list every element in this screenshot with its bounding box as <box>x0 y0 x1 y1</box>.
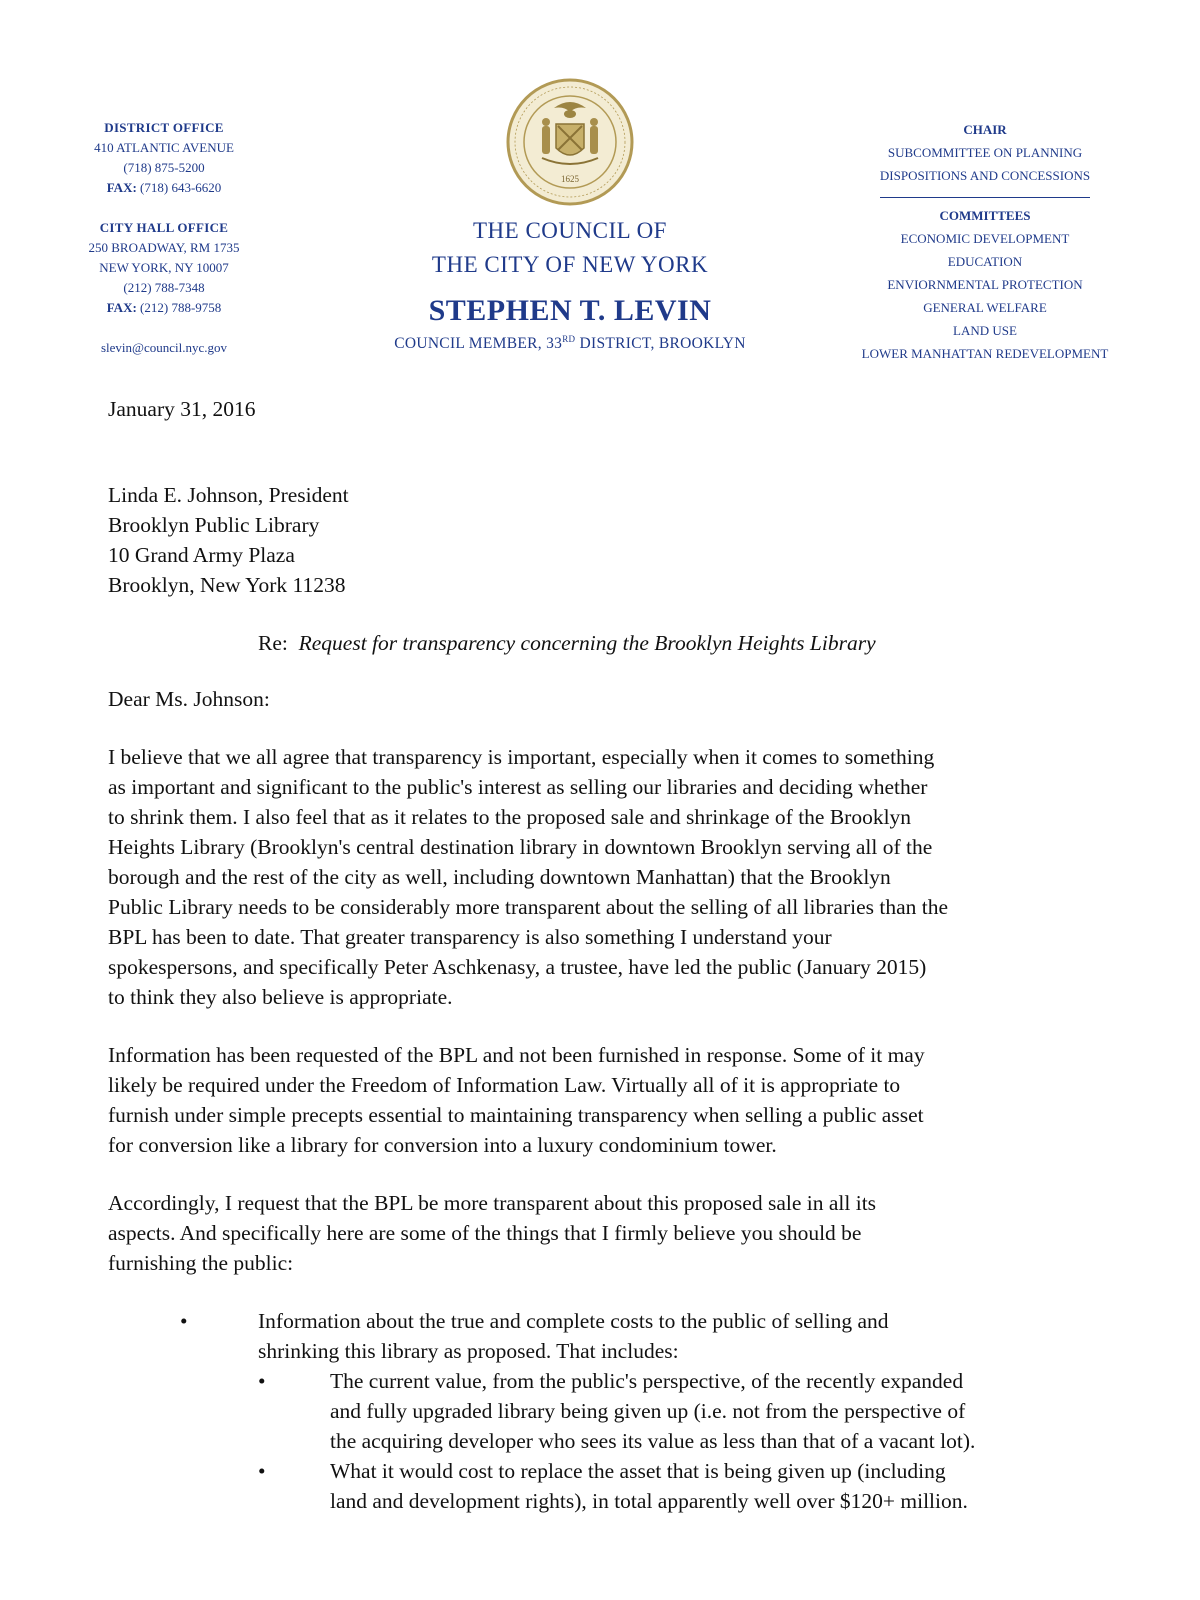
list-item-line: land and development rights), in total apparently well over $120+ million. <box>330 1489 968 1513</box>
sub-list-item <box>108 1456 1108 1516</box>
city-seal-icon <box>506 78 634 206</box>
paragraph <box>108 742 1108 1012</box>
recipient-line: 10 Grand Army Plaza <box>108 543 295 567</box>
list-item-line: the acquiring developer who sees its value as less than that of a vacant lot). <box>330 1429 976 1453</box>
paragraph-line: BPL has been to date. That greater transparency is also something I understand your <box>108 925 832 949</box>
paragraph-line: Public Library needs to be considerably more transparent about the selling of all libraries than the <box>108 895 949 919</box>
committee-item: LAND USE <box>953 323 1017 338</box>
district-office-block <box>70 118 258 358</box>
salutation: Dear Ms. Johnson: <box>108 687 270 711</box>
member-name: STEPHEN T. LEVIN <box>428 294 712 327</box>
paragraph <box>108 1188 1108 1278</box>
paragraph-line: furnish under simple precepts essential to maintaining transparency when selling a public asset <box>108 1103 924 1127</box>
letter-body <box>108 394 1108 1516</box>
paragraph-line: as important and significant to the public's interest as selling our libraries and deciding whether <box>108 775 928 799</box>
fax-label: FAX: <box>106 180 137 195</box>
recipient-line: Brooklyn Public Library <box>108 513 320 537</box>
member-title <box>360 334 780 353</box>
list-item-line: Information about the true and complete costs to the public of selling and <box>258 1309 889 1333</box>
fax-number: (718) 643-6620 <box>140 180 222 195</box>
district-office-phone: (718) 875-5200 <box>123 160 205 175</box>
re-subject: Request for transparency concerning the Brooklyn Heights Library <box>298 631 876 655</box>
list-item <box>108 1306 1108 1366</box>
list-item-line: The current value, from the public's perspective, of the recently expanded <box>330 1369 964 1393</box>
paragraph-line: likely be required under the Freedom of Information Law. Virtually all of it is appropriate to <box>108 1073 901 1097</box>
bullet-list <box>108 1306 1108 1516</box>
divider <box>880 197 1090 198</box>
council-line-2: THE CITY OF NEW YORK <box>431 252 709 277</box>
chair-line-2: DISPOSITIONS AND CONCESSIONS <box>879 168 1091 183</box>
email-address[interactable]: slevin@council.nyc.gov <box>100 340 228 355</box>
district-office-address: 410 ATLANTIC AVENUE <box>94 140 234 155</box>
bullet-icon: • <box>258 1369 266 1393</box>
paragraph-line: for conversion like a library for conversion into a luxury condominium tower. <box>108 1133 777 1157</box>
bullet-icon: • <box>180 1309 188 1333</box>
paragraph-line: borough and the rest of the city as well, including downtown Manhattan) that the Brooklyn <box>108 865 891 889</box>
list-item-line: What it would cost to replace the asset that is being given up (including <box>330 1459 946 1483</box>
committee-item: EDUCATION <box>947 254 1023 269</box>
city-hall-office-label: CITY HALL OFFICE <box>99 220 229 235</box>
list-item-line: shrinking this library as proposed. That includes: <box>258 1339 679 1363</box>
paragraph-line: furnishing the public: <box>108 1251 294 1275</box>
council-line-1: THE COUNCIL OF <box>473 218 667 243</box>
city-hall-address-1: 250 BROADWAY, RM 1735 <box>88 240 240 255</box>
fax-label: FAX: <box>106 300 137 315</box>
city-hall-address-2: NEW YORK, NY 10007 <box>99 260 229 275</box>
paragraph-line: aspects. And specifically here are some of the things that I firmly believe you should be <box>108 1221 862 1245</box>
paragraph-line: to shrink them. I also feel that as it relates to the proposed sale and shrinkage of the Brooklyn <box>108 805 912 829</box>
paragraph-line: Information has been requested of the BPL and not been furnished in response. Some of it may <box>108 1043 925 1067</box>
letter-date: January 31, 2016 <box>108 397 256 421</box>
committee-item: ECONOMIC DEVELOPMENT <box>900 231 1070 246</box>
district-office-fax <box>70 178 258 198</box>
city-hall-fax <box>70 298 258 318</box>
recipient-line: Linda E. Johnson, President <box>108 483 349 507</box>
bullet-icon: • <box>258 1459 266 1483</box>
paragraph-line: Heights Library (Brooklyn's central destination library in downtown Brooklyn serving all of the <box>108 835 933 859</box>
fax-number: (212) 788-9758 <box>140 300 222 315</box>
chair-label: CHAIR <box>963 122 1007 137</box>
paragraph <box>108 1040 1108 1160</box>
committees-block <box>850 118 1120 365</box>
chair-line-1: SUBCOMMITTEE ON PLANNING <box>887 145 1083 160</box>
re-label: Re: <box>258 631 288 655</box>
district-office-label: DISTRICT OFFICE <box>104 120 224 135</box>
recipient-address <box>108 480 1108 600</box>
letterhead-center <box>360 78 780 353</box>
member-title-pre: COUNCIL MEMBER, 33 <box>394 335 563 353</box>
member-title-sup: RD <box>562 334 576 344</box>
sub-list-item <box>108 1366 1108 1456</box>
city-hall-phone: (212) 788-7348 <box>123 280 205 295</box>
committee-item: GENERAL WELFARE <box>923 300 1047 315</box>
member-title-post: DISTRICT, BROOKLYN <box>575 335 746 353</box>
subject-line <box>108 628 1108 658</box>
paragraph-line: I believe that we all agree that transparency is important, especially when it comes to something <box>108 745 935 769</box>
paragraph-line: Accordingly, I request that the BPL be more transparent about this proposed sale in all its <box>108 1191 877 1215</box>
paragraph-line: to think they also believe is appropriate. <box>108 985 453 1009</box>
paragraph-line: spokespersons, and specifically Peter Aschkenasy, a trustee, have led the public (January 2015) <box>108 955 927 979</box>
committee-item: ENVIORNMENTAL PROTECTION <box>887 277 1083 292</box>
list-item-line: and fully upgraded library being given up (i.e. not from the perspective of <box>330 1399 966 1423</box>
committee-item: LOWER MANHATTAN REDEVELOPMENT <box>861 346 1109 361</box>
seal-year: 1625 <box>561 174 579 184</box>
recipient-line: Brooklyn, New York 11238 <box>108 573 346 597</box>
committees-label: COMMITTEES <box>939 208 1031 223</box>
